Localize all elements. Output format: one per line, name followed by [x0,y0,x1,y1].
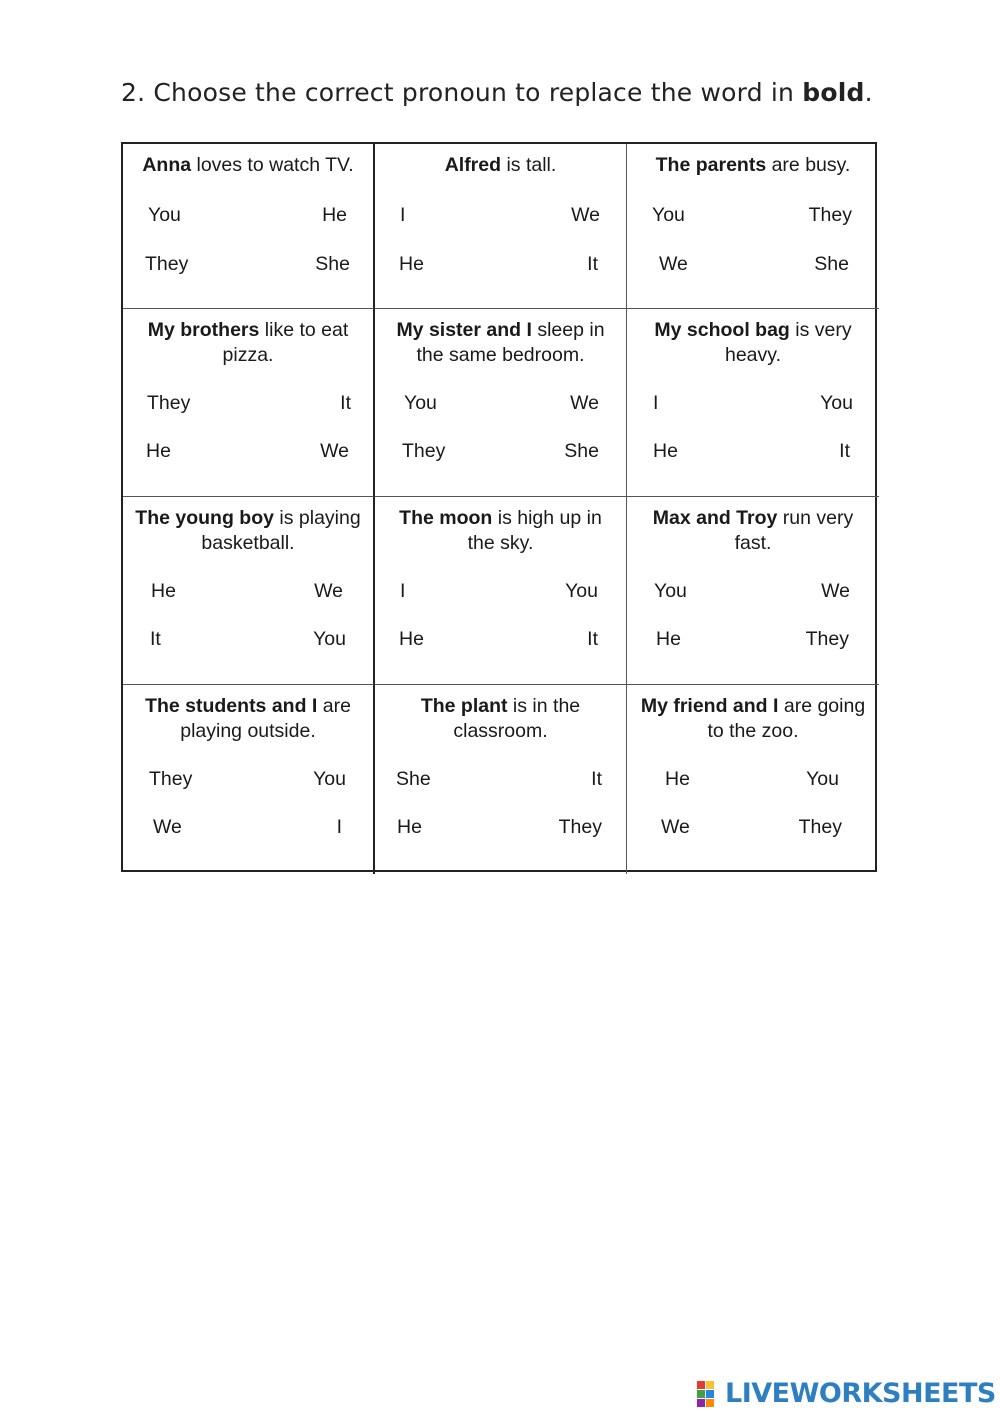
question-cell [627,685,879,874]
pronoun-option[interactable]: She [396,768,431,790]
pronoun-option[interactable]: He [656,628,681,650]
sentence-rest: run very fast. [734,507,854,554]
bold-subject: The plant [420,695,508,717]
sentence-rest: like to eat pizza. [222,319,349,366]
question-sentence [383,153,618,178]
sentence-rest: are playing outside. [180,695,351,742]
bold-subject: The students and I [145,695,318,717]
pronoun-option[interactable]: They [149,768,193,790]
bold-subject: The young boy [135,507,274,529]
pronoun-option[interactable]: You [313,768,346,790]
question-cell [123,309,375,497]
pronoun-option[interactable]: You [404,392,437,414]
pronoun-option[interactable]: They [147,392,191,414]
pronoun-option[interactable]: He [399,628,424,650]
bold-subject: My friend and I [640,695,779,717]
sentence-rest: is high up in the sky. [467,507,602,554]
liveworksheets-logo [697,1378,996,1409]
pronoun-option[interactable]: It [150,628,161,650]
pronoun-option[interactable]: He [665,768,690,790]
pronoun-option[interactable]: He [653,440,678,462]
pronoun-option[interactable]: You [654,580,687,602]
question-sentence [131,694,365,744]
pronoun-grid [121,142,877,872]
sentence-rest: is tall. [501,154,557,176]
pronoun-option[interactable]: They [145,253,189,275]
pronoun-option[interactable]: It [591,768,602,790]
question-cell [627,497,879,685]
question-sentence [635,318,871,368]
pronoun-option[interactable]: It [340,392,351,414]
question-cell [123,685,375,874]
pronoun-option[interactable]: We [153,816,182,838]
sentence-rest: is playing basketball. [201,507,361,554]
pronoun-option[interactable]: It [587,253,598,275]
question-cell [627,144,879,309]
question-sentence [635,506,871,556]
instruction-heading [121,78,873,107]
pronoun-option[interactable]: I [400,204,406,226]
instruction-prefix: 2. Choose the correct pronoun to replace the word in [121,78,803,107]
pronoun-option[interactable]: They [808,204,852,226]
sentence-rest: is very heavy. [724,319,852,366]
question-sentence [131,506,365,556]
sentence-rest: sleep in the same bedroom. [416,319,605,366]
pronoun-option[interactable]: We [320,440,349,462]
bold-subject: My school bag [654,319,790,341]
question-sentence [131,153,365,178]
pronoun-option[interactable]: You [652,204,685,226]
sentence-rest: is in the classroom. [453,695,581,742]
logo-mark-icon [697,1381,719,1407]
question-sentence [383,506,618,556]
question-cell [375,309,627,497]
pronoun-option[interactable]: She [814,253,849,275]
pronoun-option[interactable]: They [798,816,842,838]
pronoun-option[interactable]: It [587,628,598,650]
instruction-suffix: . [864,78,873,107]
logo-text: LIVEWORKSHEETS [725,1378,996,1409]
bold-subject: The parents [655,154,767,176]
question-cell [627,309,879,497]
pronoun-option[interactable]: He [397,816,422,838]
pronoun-option[interactable]: He [151,580,176,602]
pronoun-option[interactable]: She [564,440,599,462]
pronoun-option[interactable]: You [565,580,598,602]
pronoun-option[interactable]: They [805,628,849,650]
pronoun-option[interactable]: We [661,816,690,838]
question-sentence [383,694,618,744]
pronoun-option[interactable]: We [570,392,599,414]
bold-subject: My sister and I [396,319,532,341]
pronoun-option[interactable]: She [315,253,350,275]
question-cell [123,144,375,309]
question-cell [375,144,627,309]
pronoun-option[interactable]: They [558,816,602,838]
pronoun-option[interactable]: It [839,440,850,462]
instruction-bold-word: bold [802,78,865,107]
sentence-rest: loves to watch TV. [191,154,354,176]
bold-subject: Alfred [444,154,502,176]
bold-subject: Anna [142,154,192,176]
pronoun-option[interactable]: We [314,580,343,602]
sentence-rest: are going to the zoo. [707,695,866,742]
question-sentence [383,318,618,368]
pronoun-option[interactable]: We [821,580,850,602]
question-sentence [635,694,871,744]
question-sentence [131,318,365,368]
pronoun-option[interactable]: I [336,816,342,838]
pronoun-option[interactable]: We [571,204,600,226]
question-sentence [635,153,871,178]
bold-subject: Max and Troy [652,507,778,529]
pronoun-option[interactable]: I [653,392,659,414]
question-cell [123,497,375,685]
bold-subject: My brothers [147,319,260,341]
pronoun-option[interactable]: You [313,628,346,650]
pronoun-option[interactable]: We [659,253,688,275]
question-cell [375,685,627,874]
bold-subject: The moon [399,507,493,529]
sentence-rest: are busy. [766,154,851,176]
pronoun-option[interactable]: He [146,440,171,462]
pronoun-option[interactable]: You [820,392,853,414]
question-cell [375,497,627,685]
pronoun-option[interactable]: You [806,768,839,790]
pronoun-option[interactable]: You [148,204,181,226]
pronoun-option[interactable]: He [322,204,347,226]
pronoun-option[interactable]: I [400,580,406,602]
pronoun-option[interactable]: They [402,440,446,462]
pronoun-option[interactable]: He [399,253,424,275]
